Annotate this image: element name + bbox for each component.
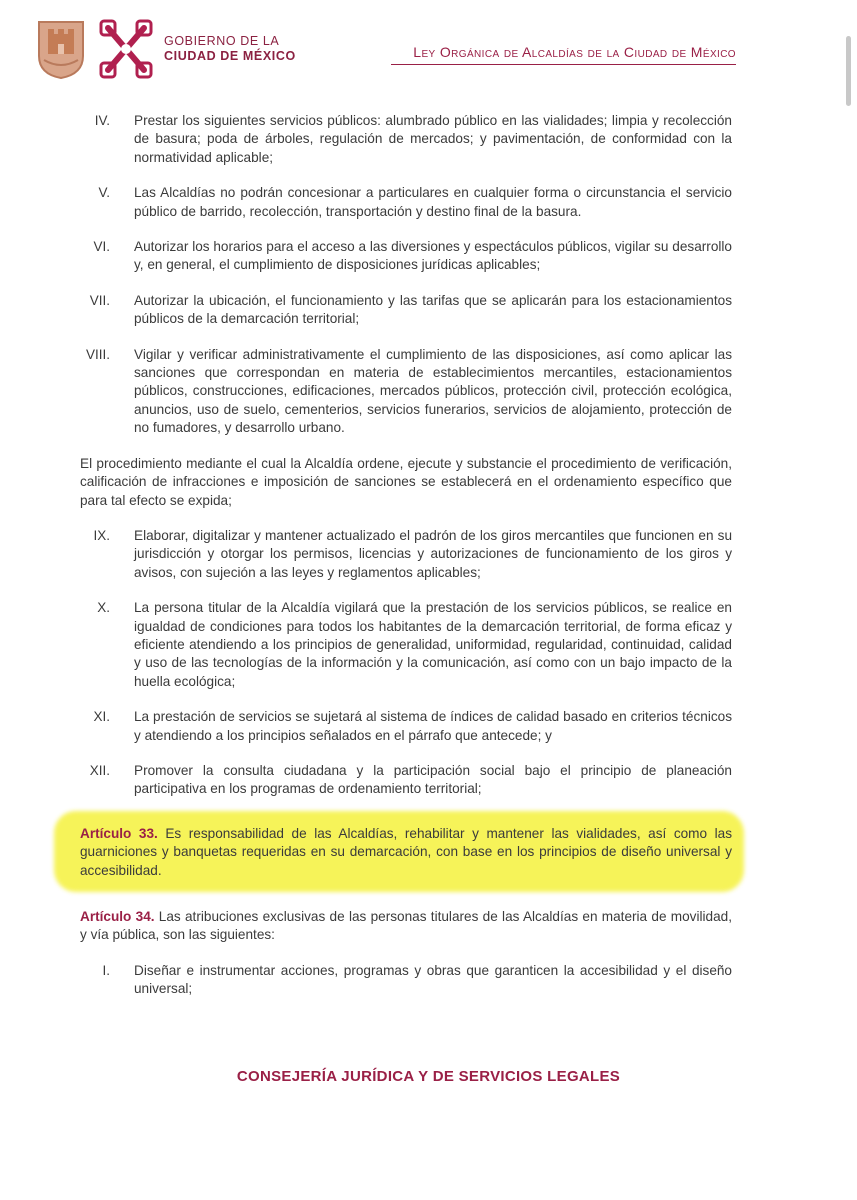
item-text: Las Alcaldías no podrán concesionar a particulares en cualquier forma o circunstancia el servicio público de barrido, recolección, transportación y destino final de la basura. (134, 185, 732, 219)
article-33 (80, 825, 732, 880)
item-number: X. (97, 600, 110, 616)
item-text: Vigilar y verificar administrativamente el cumplimiento de las disposiciones, así como aplicar las sanciones que correspondan en materia de establecimientos mercantiles, estacionamientos públicos, construcciones, edificaciones, mercados públicos, protección civil, protección ecológica, anuncios, uso de suelo, cementerios, servicios funerarios, servicios de alojamiento, protección de no fumadores, y desarrollo urbano. (134, 346, 732, 436)
item-number: VIII. (85, 346, 110, 362)
article-33-body: Es responsabilidad de las Alcaldías, rehabilitar y mantener las vialidades, así como las guarniciones y banquetas requeridas en su demarcación, con base en los principios de diseño universal y accesibilidad. (80, 825, 732, 878)
article-33-label: Artículo 33. (80, 825, 158, 841)
list-item (80, 112, 732, 167)
list-item (80, 184, 732, 221)
procedure-paragraph: El procedimiento mediante el cual la Alcaldía ordene, ejecute y substancie el procedimiento de verificación, calificación de infracciones e imposición de sanciones se establecerá en el ordenamiento específico que para tal efecto se expida; (80, 455, 732, 508)
item-text: Elaborar, digitalizar y mantener actualizado el padrón de los giros mercantiles que funcionen en su jurisdicción y otorgar los permisos, licencias y autorizaciones de funcionamiento de los giros y avisos, con sujeción a las leyes y reglamentos aplicables; (134, 527, 732, 580)
item-text: Prestar los siguientes servicios públicos: alumbrado público en las vialidades; limpia y recolección de basura; poda de árboles, regulación de mercados; y pavimentación, de conformidad con la normatividad aplicable; (134, 113, 732, 165)
item-number: I. (102, 962, 110, 978)
list-item (80, 292, 732, 329)
item-number: IV. (94, 113, 110, 128)
coat-of-arms-icon (36, 20, 86, 80)
cdmx-logo-icon (98, 18, 154, 80)
item-number: VI. (93, 239, 110, 255)
item-text: Autorizar la ubicación, el funcionamiento y las tarifas que se aplicarán para los estacionamientos públicos de la demarcación territorial; (134, 292, 732, 327)
article-34-body: Las atribuciones exclusivas de las personas titulares de las Alcaldías en materia de movilidad, y vía pública, son las siguientes: (80, 909, 732, 943)
item-number: V. (98, 185, 110, 201)
government-wordmark (164, 34, 296, 64)
list-item (80, 238, 732, 275)
item-number: XII. (89, 762, 110, 778)
list-item (80, 599, 732, 691)
article-33-text (80, 825, 732, 880)
document-body (80, 112, 732, 1016)
item-number: VII. (89, 292, 110, 308)
list-item (80, 527, 732, 582)
item-text: La persona titular de la Alcaldía vigilará que la prestación de los servicios públicos, se realice en igualdad de condiciones para todos los habitantes de la demarcación territorial, de forma eficaz y eficiente atendiendo a los principios de generalidad, uniformidad, regularidad, continuidad, calidad y uso de las tecnologías de la información y la comunicación, así como con un bajo impacto de la huella ecológica; (134, 600, 732, 689)
item-text: Diseñar e instrumentar acciones, programas y obras que garanticen la accesibilidad y el diseño universal; (134, 962, 732, 997)
article-34 (80, 908, 732, 945)
government-line1: GOBIERNO DE LA (164, 34, 280, 48)
list-item (80, 346, 732, 438)
scrollbar[interactable] (846, 36, 851, 106)
item-text: Promover la consulta ciudadana y la participación social bajo el principio de planeación participativa en los programas de ordenamiento territorial; (134, 762, 732, 797)
law-title: Ley Orgánica de Alcaldías de la Ciudad de México (413, 44, 736, 60)
page-header (36, 14, 736, 74)
list-item (80, 962, 732, 999)
item-text: La prestación de servicios se sujetará al sistema de índices de calidad basado en criterios técnicos y atendiendo a los principios señalados en el párrafo que antecede; y (134, 709, 732, 743)
article-34-label: Artículo 34. (80, 909, 155, 924)
item-number: IX. (93, 527, 110, 543)
government-line2: CIUDAD DE MÉXICO (164, 49, 296, 63)
list-item (80, 762, 732, 799)
footer-title: CONSEJERÍA JURÍDICA Y DE SERVICIOS LEGALES (236, 1068, 621, 1085)
header-divider (391, 64, 736, 65)
item-number: XI. (93, 709, 110, 725)
item-text: Autorizar los horarios para el acceso a las diversiones y espectáculos públicos, vigilar su desarrollo y, en general, el cumplimiento de disposiciones jurídicas aplicables; (134, 239, 732, 273)
list-item (80, 708, 732, 745)
